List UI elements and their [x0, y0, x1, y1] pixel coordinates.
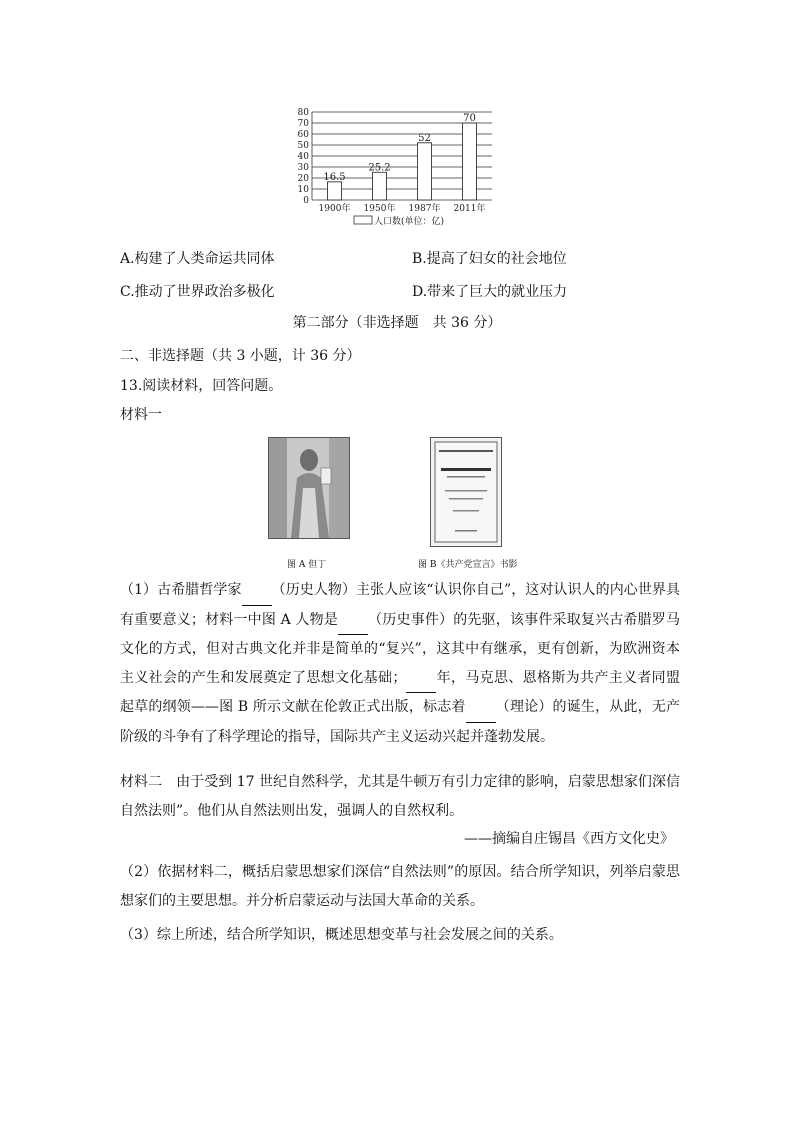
legend-swatch — [354, 216, 372, 224]
option-b: B.提高了妇女的社会地位 — [412, 251, 567, 267]
bar — [463, 123, 477, 200]
y-tick-label: 20 — [297, 174, 309, 184]
data-label: 25.2 — [368, 162, 391, 174]
q1-text-part5: （理论）的诞生，从此，无产阶级的斗争有了科学理论的指导，国际共产主义运动兴起并蓬勃发展。 — [120, 699, 681, 745]
q1-text-part1: （1）古希腊哲学家 — [120, 582, 242, 598]
figure-a-caption: 图 A 但丁 — [287, 560, 327, 570]
q1-text-part2: （历史人物）主张人应该“认识你自己”，这对认识人的内心世界具有重要意义；材料一中图 A 人物是 — [120, 582, 680, 628]
x-tick-label: 1900年 — [318, 204, 351, 214]
y-tick-label: 80 — [297, 108, 309, 118]
material-two-source: ——摘编自庄锡昌《西方文化史》 — [464, 831, 674, 847]
population-bar-chart — [282, 100, 512, 232]
y-tick-label: 10 — [297, 185, 309, 195]
data-label: 52 — [418, 132, 431, 144]
question-1-paragraph — [120, 576, 680, 751]
option-a: A.构建了人类命运共同体 — [120, 251, 275, 267]
answer-blank[interactable] — [242, 576, 272, 606]
q1-text-part4: 年，马克思、恩格斯为共产主义者同盟起草的纲领——图 B 所示文献在伦敦正式出版，标志着 — [120, 669, 681, 715]
material-two-paragraph: 材料二 由于受到 17 世纪自然科学，尤其是牛顿万有引力定律的影响，启蒙思想家们深信自然法则”。他们从自然法则出发，强调人的自然权利。 — [120, 774, 680, 819]
communist-manifesto-cover-image — [430, 437, 502, 547]
question-2-paragraph: （2）依据材料二，概括启蒙思想家们深信“自然法则”的原因。结合所学知识，列举启蒙思想家们的主要思想。并分析启蒙运动与法国大革命的关系。 — [120, 864, 680, 909]
figure-b-caption: 图 B《共产党宣言》书影 — [418, 560, 518, 570]
option-c: C.推动了世界政治多极化 — [120, 284, 275, 300]
y-tick-label: 0 — [303, 196, 309, 206]
bar — [373, 172, 387, 200]
y-tick-label: 60 — [297, 130, 309, 140]
x-tick-label: 1987年 — [408, 204, 441, 214]
answer-blank[interactable] — [466, 693, 496, 723]
data-label: 16.5 — [323, 171, 346, 183]
bar — [328, 182, 342, 200]
section-heading: 二、非选择题（共 3 小题，计 36 分） — [120, 348, 361, 364]
x-tick-label: 2011年 — [453, 204, 486, 214]
manifesto-cover-drawing — [431, 438, 501, 546]
y-tick-label: 70 — [297, 119, 309, 129]
question-13-stem: 13.阅读材料，回答问题。 — [120, 378, 283, 394]
option-d: D.带来了巨大的就业压力 — [412, 284, 568, 300]
dante-portrait-image — [268, 437, 350, 539]
material-one-label: 材料一 — [120, 407, 162, 423]
x-tick-label: 1950年 — [363, 204, 396, 214]
bar — [418, 143, 432, 200]
y-tick-label: 50 — [297, 141, 309, 151]
y-tick-label: 30 — [297, 163, 309, 173]
part-two-title: 第二部分（非选择题 共 36 分） — [292, 315, 502, 331]
legend-label: 人口数(单位：亿) — [374, 217, 445, 227]
dante-figure-drawing — [269, 438, 349, 538]
chart-svg — [282, 100, 512, 232]
q1-text-part3: （历史事件）的先驱，该事件采取复兴古希腊罗马文化的方式，但对古典文化并非是简单的“复兴”，这其中有继承，更有创新，为欧洲资本主义社会的产生和发展奠定了思想文化基础； — [120, 611, 680, 686]
answer-blank[interactable] — [406, 664, 436, 694]
data-label: 70 — [463, 113, 476, 124]
question-3-paragraph: （3）综上所述，结合所学知识，概述思想变革与社会发展之间的关系。 — [120, 927, 563, 943]
answer-blank[interactable] — [338, 606, 368, 636]
y-tick-label: 40 — [297, 152, 309, 162]
